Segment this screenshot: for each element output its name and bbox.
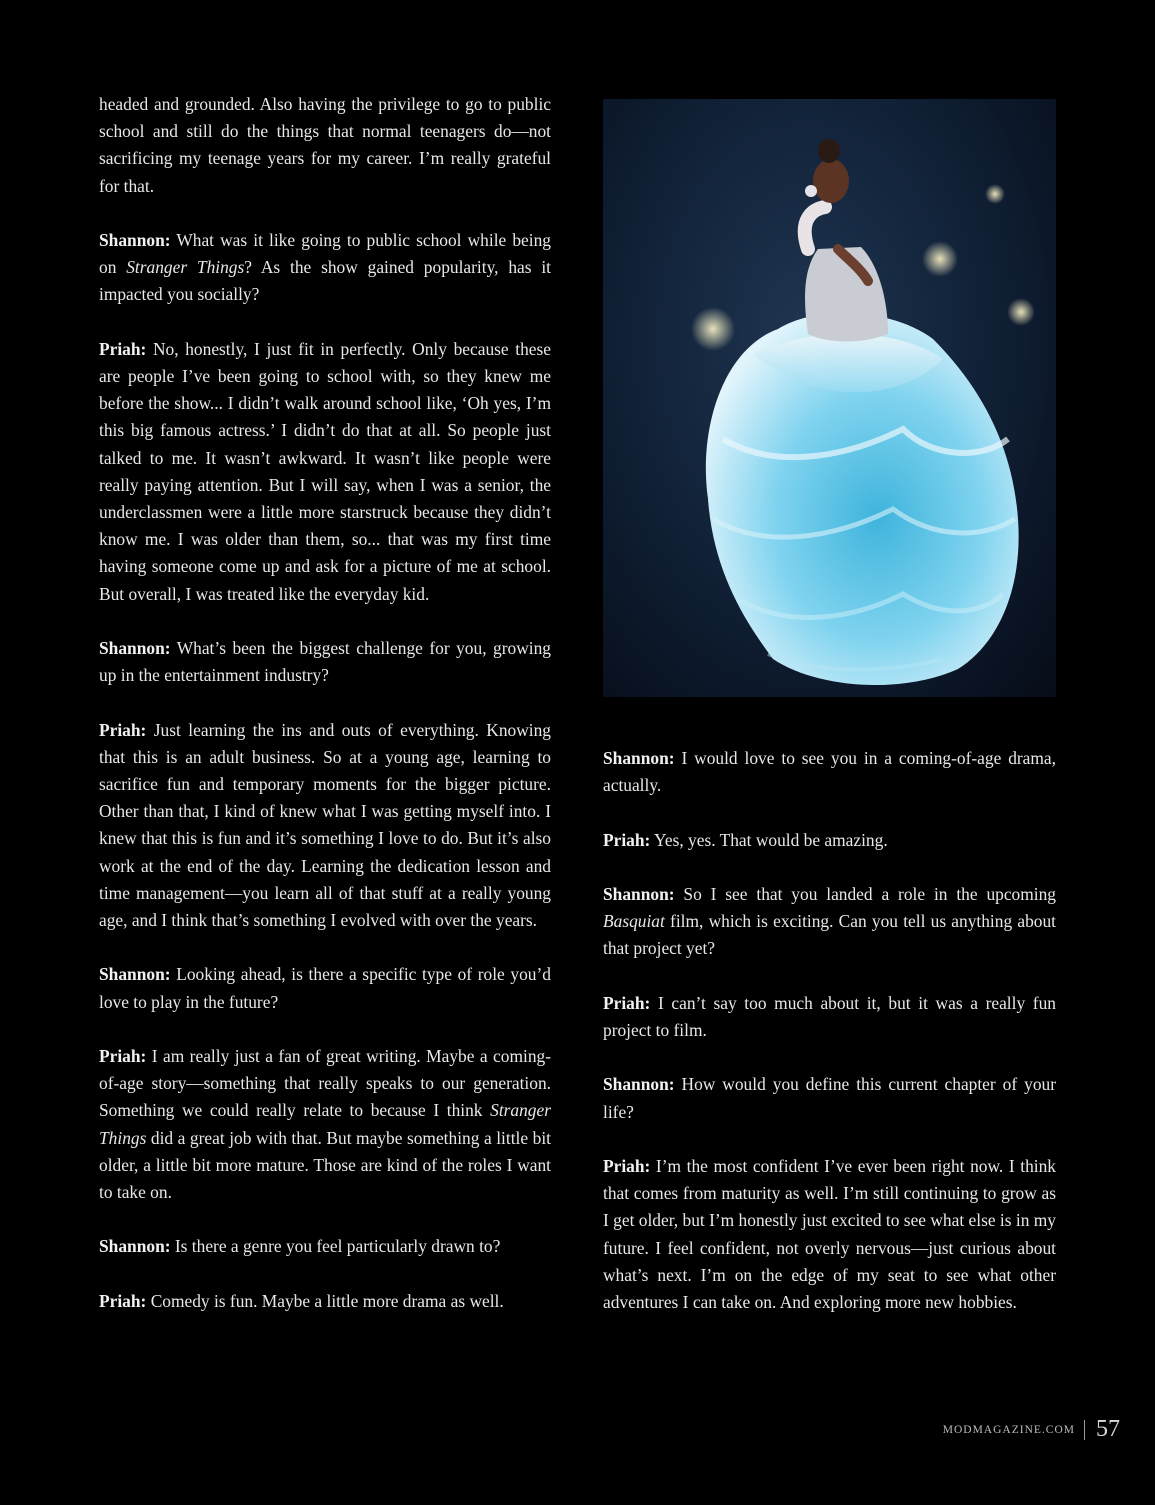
interview-paragraph	[603, 827, 1056, 854]
interview-paragraph	[99, 961, 551, 1015]
paragraph-text: I can’t say too much about it, but it was a really fun project to film.	[603, 992, 1056, 1040]
interview-paragraph	[99, 635, 551, 689]
interview-paragraph	[99, 1043, 551, 1206]
interview-paragraph	[99, 1233, 551, 1260]
hair-bun	[818, 139, 840, 163]
paragraph-text: ? As the show gained popularity, has it impacted you socially?	[99, 257, 551, 305]
paragraph-text: film, which is exciting. Can you tell us anything about that project yet?	[603, 911, 1056, 959]
interview-paragraph	[99, 1288, 551, 1315]
photo-illustration	[603, 99, 1056, 697]
speaker-name: Shannon:	[99, 1236, 171, 1257]
interview-paragraph	[603, 990, 1056, 1044]
star-glow	[1007, 298, 1035, 326]
interview-paragraph	[603, 881, 1056, 963]
speaker-name: Shannon:	[99, 964, 171, 985]
speaker-name: Priah:	[99, 338, 147, 359]
speaker-name: Priah:	[603, 829, 651, 850]
star-glow	[691, 307, 735, 351]
paragraph-text: Yes, yes. That would be amazing.	[650, 829, 888, 850]
italic-title: Basquiat	[603, 911, 665, 932]
star-glow	[985, 184, 1005, 204]
footer-divider	[1084, 1420, 1085, 1440]
right-text-column	[603, 745, 1056, 1343]
italic-title: Stranger Things	[126, 257, 245, 278]
paragraph-text: I’m the most confident I’ve ever been right now. I think that comes from maturity as well. I’m still continuing to grow as I get older, but I’m honestly just excited to see what else is in my future. I feel confident, not overly nervous—just curious about what’s next. I’m on the edge of my seat to see what other adventures I can take on. And exploring more new hobbies.	[603, 1155, 1056, 1312]
paragraph-text: I am really just a fan of great writing. Maybe a coming-of-age story—something that really speaks to our generation. Something we could really relate to because I think	[99, 1046, 551, 1121]
interview-paragraph	[99, 336, 551, 608]
paragraph-text: Looking ahead, is there a specific type of role you’d love to play in the future?	[99, 964, 551, 1012]
page-number: 57	[1096, 1416, 1120, 1442]
paragraph-text: What’s been the biggest challenge for you, growing up in the entertainment industry?	[99, 638, 551, 686]
interview-paragraph	[99, 91, 551, 200]
website-url: MODMAGAZINE.COM	[942, 1423, 1075, 1436]
paragraph-text: Is there a genre you feel particularly drawn to?	[170, 1236, 501, 1257]
speaker-name: Shannon:	[603, 748, 675, 768]
speaker-name: Shannon:	[603, 883, 675, 904]
speaker-name: Priah:	[99, 1290, 147, 1311]
page-footer	[943, 1416, 1120, 1443]
speaker-name: Shannon:	[99, 230, 171, 250]
interview-paragraph	[603, 1071, 1056, 1125]
star-glow	[922, 241, 958, 277]
interview-paragraph	[99, 227, 551, 309]
paragraph-text: headed and grounded. Also having the privilege to go to public school and still do the things that normal teenagers do—not sacrificing my teenage years for my career. I’m really grateful for that.	[99, 94, 551, 196]
sheer-sleeve	[805, 207, 825, 249]
paragraph-text: How would you define this current chapter of your life?	[603, 1074, 1056, 1122]
paragraph-text: No, honestly, I just fit in perfectly. Only because these are people I’ve been going to school with, so they knew me before the show... I didn’t walk around school like, ‘Oh yes, I’m this big famous actress.’ I didn’t do that at all. So people just talked to me. It wasn’t awkward. It wasn’t like people were really paying attention. But I will say, when I was a senior, the underclassmen were a little more starstruck because they didn’t know me. I was older than them, so... that was my first time having someone come up and ask for a picture of me at school. But overall, I was treated like the everyday kid.	[99, 338, 551, 604]
interview-paragraph	[99, 717, 551, 935]
interview-paragraph	[603, 1153, 1056, 1316]
gown-photograph	[603, 99, 1056, 697]
speaker-name: Shannon:	[603, 1074, 675, 1095]
paragraph-text: So I see that you landed a role in the upcoming	[674, 883, 1056, 904]
interview-paragraph	[603, 745, 1056, 799]
speaker-name: Priah:	[603, 992, 651, 1013]
speaker-name: Priah:	[99, 719, 147, 740]
paragraph-text: Just learning the ins and outs of everything. Knowing that this is an adult business. So at a young age, learning to sacrifice fun and temporary moments for the bigger picture. Other than that, I kind of knew what I was getting myself into. I knew that this is fun and it’s something I love to do. But it’s also work at the end of the day. Learning the dedication lesson and time management—you learn all of that stuff at a really young age, and I think that’s something I evolved with over the years.	[99, 719, 551, 931]
speaker-name: Shannon:	[99, 638, 171, 659]
paragraph-text: Comedy is fun. Maybe a little more drama as well.	[146, 1290, 504, 1311]
italic-title: Stranger Things	[99, 1100, 551, 1148]
paragraph-text: I would love to see you in a coming-of-age drama, actually.	[603, 748, 1056, 796]
head	[813, 159, 849, 203]
paragraph-text: What was it like going to public school while being on	[99, 230, 551, 278]
speaker-name: Priah:	[99, 1046, 147, 1067]
paragraph-text: did a great job with that. But maybe something a little bit older, a little bit more mature. Those are kind of the roles I want to take on.	[99, 1127, 551, 1203]
left-text-column	[99, 91, 551, 1342]
speaker-name: Priah:	[603, 1155, 651, 1176]
